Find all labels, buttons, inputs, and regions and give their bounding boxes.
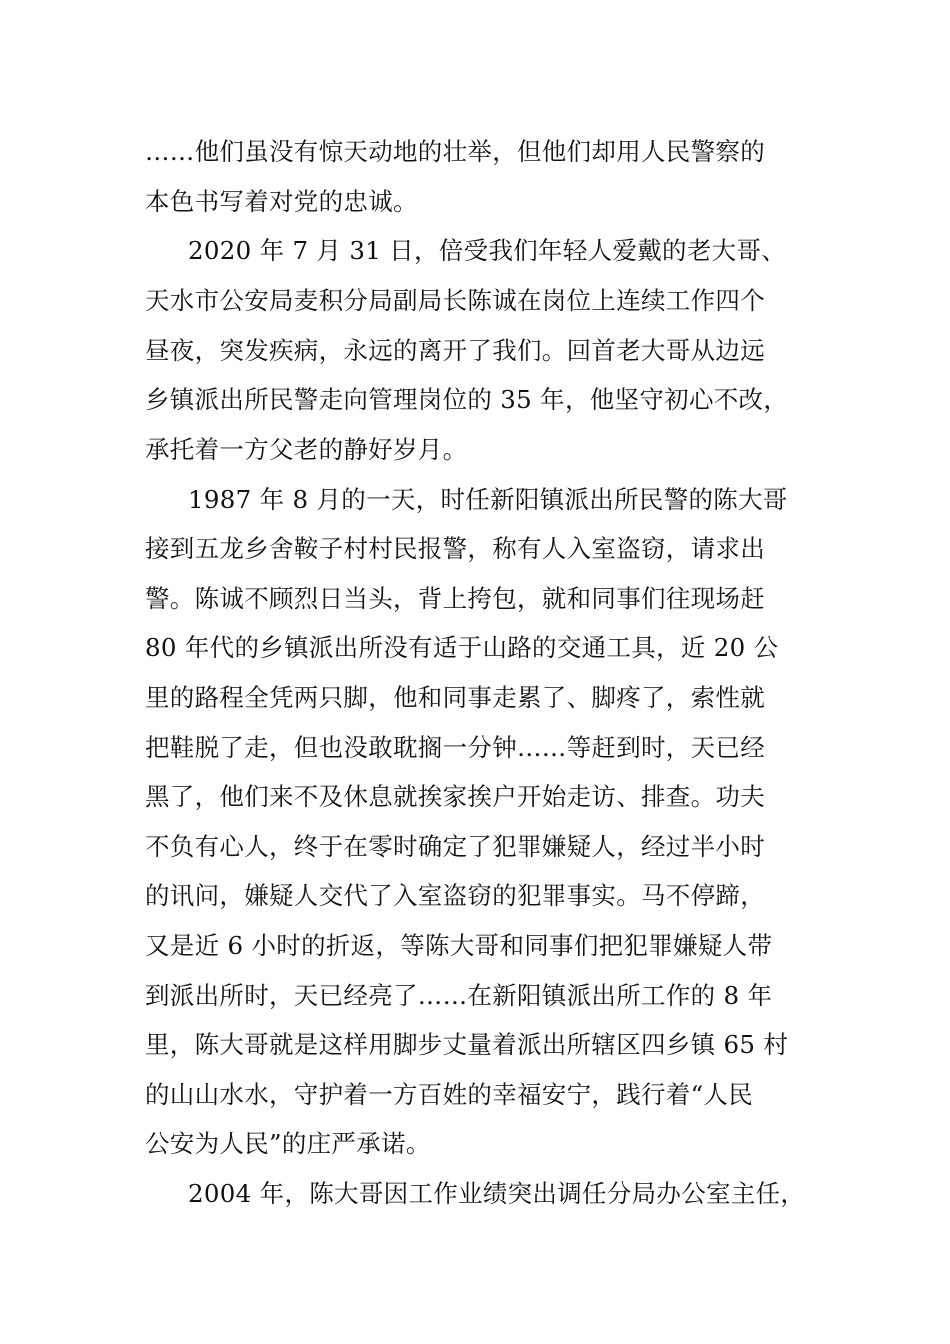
text-line: 昼夜，突发疾病，永远的离开了我们。回首老大哥从边远 [145, 336, 765, 365]
text-line: 里的路程全凭两只脚，他和同事走累了、脚疼了，索性就 [145, 683, 765, 712]
text-line: 黑了，他们来不及休息就挨家挨户开始走访、排查。功夫 [145, 782, 765, 811]
text-line: 到派出所时，天已经亮了……在新阳镇派出所工作的 8 年 [145, 981, 773, 1010]
text-line: 的山山水水，守护着一方百姓的幸福安宁，践行着“人民 [145, 1080, 754, 1109]
paragraph-start-line: 2004 年，陈大哥因工作业绩突出调任分局办公室主任， [188, 1179, 806, 1208]
paragraph-start-line: 2020 年 7 月 31 日，倍受我们年轻人爱戴的老大哥、 [188, 236, 787, 265]
text-line: 乡镇派出所民警走向管理岗位的 35 年，他坚守初心不改， [145, 385, 789, 414]
text-line: 80 年代的乡镇派出所没有适于山路的交通工具，近 20 公 [145, 633, 779, 662]
text-line: 把鞋脱了走，但也没敢耽搁一分钟……等赶到时，天已经 [145, 733, 765, 762]
text-line: 里，陈大哥就是这样用脚步丈量着派出所辖区四乡镇 65 村 [145, 1030, 789, 1059]
text-line: 公安为人民”的庄严承诺。 [145, 1129, 431, 1158]
text-line: ……他们虽没有惊天动地的壮举，但他们却用人民警察的 [145, 137, 765, 166]
paragraph-start-line: 1987 年 8 月的一天，时任新阳镇派出所民警的陈大哥 [188, 485, 788, 514]
text-line: 又是近 6 小时的折返，等陈大哥和同事们把犯罪嫌疑人带 [145, 931, 773, 960]
text-line: 承托着一方父老的静好岁月。 [145, 435, 468, 464]
text-line: 本色书写着对党的忠诚。 [145, 187, 418, 216]
text-line: 接到五龙乡舍鞍子村村民报警，称有人入室盗窃，请求出 [145, 534, 765, 563]
text-line: 天水市公安局麦积分局副局长陈诚在岗位上连续工作四个 [145, 286, 765, 315]
text-line: 不负有心人，终于在零时确定了犯罪嫌疑人，经过半小时 [145, 832, 765, 861]
text-line: 警。陈诚不顾烈日当头，背上挎包，就和同事们往现场赶 [145, 584, 765, 613]
text-line: 的讯问，嫌疑人交代了入室盗窃的犯罪事实。马不停蹄， [145, 881, 765, 910]
